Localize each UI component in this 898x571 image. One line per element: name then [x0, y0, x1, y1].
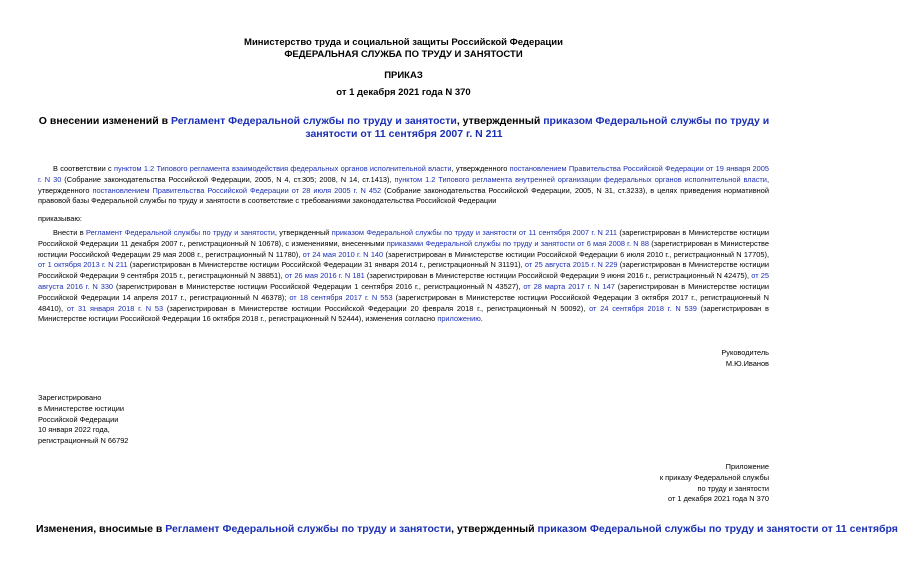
- body-text: (зарегистрирован в Министерстве юстиции Российской Федерации 11 декабря 2007 г., регистрационный N 10678), с изменениями, внесенными: [38, 228, 769, 248]
- preamble-text: (Собрание законодательства Российской Федерации, 2005, N 31, ст.3233), в целях приведения нормативной правовой базы Федеральной службы по труду и занятости в соответствие с требованиями законодательства Российской Федерации: [38, 185, 769, 206]
- body-link[interactable]: от 25 августа 2016 г. N 330: [38, 271, 769, 291]
- agency-name: ФЕДЕРАЛЬНАЯ СЛУЖБА ПО ТРУДУ И ЗАНЯТОСТИ: [284, 49, 523, 60]
- appendix-title-text: , утвержденный: [451, 523, 538, 535]
- body-text: (зарегистрирован в Министерстве юстиции Российской Федерации 3 октября 2017 г., регистрационный N 48410),: [38, 292, 769, 313]
- body-link[interactable]: приказами Федеральной службы по труду и занятости от 6 мая 2008 г. N 88: [386, 238, 650, 248]
- appendix-block: [660, 462, 769, 505]
- order-word: приказываю:: [38, 214, 82, 223]
- appendix-line: по труду и занятости: [697, 483, 769, 493]
- body-text: (зарегистрирован в Министерстве юстиции Российской Федерации 6 июля 2010 г., регистрационный N 17705),: [383, 249, 769, 259]
- body-link-appendix[interactable]: приложению: [437, 314, 481, 324]
- body-link[interactable]: от 26 мая 2016 г. N 181: [284, 271, 365, 281]
- preamble-link[interactable]: постановлением Правительства Российской Федерации от 28 июля 2005 г. N 452: [92, 185, 382, 195]
- signature-block: [721, 348, 769, 370]
- body-text: Внести в: [53, 228, 86, 237]
- preamble-text: (Собрание законодательства Российской Федерации, 2005, N 4, ст.305; 2008, N 14, ст.1413),: [61, 174, 395, 184]
- document-date-number: от 1 декабря 2021 года N 370: [336, 87, 471, 98]
- registration-line: в Министерстве юстиции: [38, 403, 125, 413]
- appendix-title-link-regulation[interactable]: Регламент Федеральной службы по труду и занятости: [165, 523, 452, 535]
- title-link-order[interactable]: приказом Федеральной службы по труду и занятости от 11 сентября 2007 г. N 211: [305, 115, 770, 140]
- body-paragraph: [38, 228, 769, 325]
- preamble-link[interactable]: пунктом 1.2 Типового регламента внутренней организации федеральных органов исполнительной власти: [394, 174, 767, 184]
- appendix-line: от 1 декабря 2021 года N 370: [668, 494, 769, 504]
- body-link[interactable]: от 24 сентября 2018 г. N 539: [589, 303, 697, 313]
- body-link[interactable]: приказом Федеральной службы по труду и занятости от 11 сентября 2007 г. N 211: [331, 228, 618, 237]
- title-text: , утвержденный: [456, 115, 544, 127]
- ministry-name: Министерство труда и социальной защиты Российской Федерации: [244, 37, 563, 48]
- preamble-text: , утвержденного: [451, 164, 510, 173]
- registration-line: Зарегистрировано: [38, 393, 102, 402]
- body-text: , утвержденный: [274, 228, 332, 237]
- body-text: (зарегистрирован в Министерстве юстиции Российской Федерации 29 мая 2008 г., регистрационный N 11780),: [38, 238, 769, 259]
- preamble-text: В соответствии с: [53, 164, 115, 173]
- document-title: [36, 115, 772, 141]
- body-link[interactable]: от 18 сентября 2017 г. N 553: [289, 292, 393, 302]
- appendix-title-text: Изменения, вносимые в: [36, 523, 166, 535]
- body-text: (зарегистрирован в Министерстве юстиции Российской Федерации 9 июня 2016 г., регистрационный N 42475),: [364, 271, 752, 281]
- body-text: (зарегистрирован в Министерстве юстиции Российской Федерации 31 января 2014 г., регистрационный N 31191),: [127, 260, 525, 270]
- signature-role: Руководитель: [721, 348, 769, 357]
- document-type: ПРИКАЗ: [384, 70, 423, 81]
- title-text: О внесении изменений в: [38, 115, 171, 127]
- registration-line: 10 января 2022 года,: [38, 425, 110, 435]
- preamble-link[interactable]: пунктом 1.2 Типового регламента взаимодействия федеральных органов исполнительной власти: [114, 164, 452, 173]
- body-link[interactable]: Регламент Федеральной службы по труду и занятости: [86, 228, 275, 237]
- appendix-line: Приложение: [725, 462, 769, 471]
- body-text: (зарегистрирован в Министерстве юстиции Российской Федерации 9 сентября 2015 г., регистрационный N 38851),: [38, 260, 769, 281]
- body-link[interactable]: от 31 января 2018 г. N 53: [66, 303, 164, 313]
- preamble-text: , утвержденного: [38, 174, 769, 195]
- appendix-title-link-order[interactable]: приказом Федеральной службы по труду и занятости от 11 сентября: [537, 523, 898, 535]
- appendix-title: [36, 523, 898, 537]
- body-link[interactable]: от 1 октября 2013 г. N 211: [38, 260, 128, 270]
- body-link[interactable]: от 25 августа 2015 г. N 229: [524, 260, 618, 270]
- body-text: (зарегистрирован в Министерстве юстиции Российской Федерации 1 сентября 2016 г., регистрационный N 43527),: [113, 281, 524, 291]
- body-link[interactable]: от 28 марта 2017 г. N 147: [523, 281, 615, 291]
- signature-name: М.Ю.Иванов: [725, 358, 769, 368]
- body-text: (зарегистрирован в Министерстве юстиции Российской Федерации 16 октября 2018 г., регистрационный N 52444), изменения согласно: [38, 303, 769, 324]
- title-link-regulation[interactable]: Регламент Федеральной службы по труду и занятости: [170, 115, 457, 127]
- body-text: (зарегистрирован в Министерстве юстиции Российской Федерации 14 апреля 2017 г., регистрационный N 46378);: [38, 281, 769, 302]
- registration-line: регистрационный N 66792: [38, 436, 129, 446]
- registration-line: Российской Федерации: [38, 414, 119, 424]
- appendix-line: к приказу Федеральной службы: [659, 472, 769, 482]
- preamble-paragraph: [38, 164, 769, 207]
- preamble-link[interactable]: постановлением Правительства Российской Федерации от 19 января 2005 г. N 30: [38, 164, 769, 184]
- body-text: (зарегистрирован в Министерстве юстиции Российской Федерации 20 февраля 2018 г., регистрационный N 50092),: [163, 303, 590, 313]
- body-text: .: [480, 314, 483, 324]
- registration-block: [38, 393, 128, 447]
- body-link[interactable]: от 24 мая 2010 г. N 140: [302, 249, 384, 259]
